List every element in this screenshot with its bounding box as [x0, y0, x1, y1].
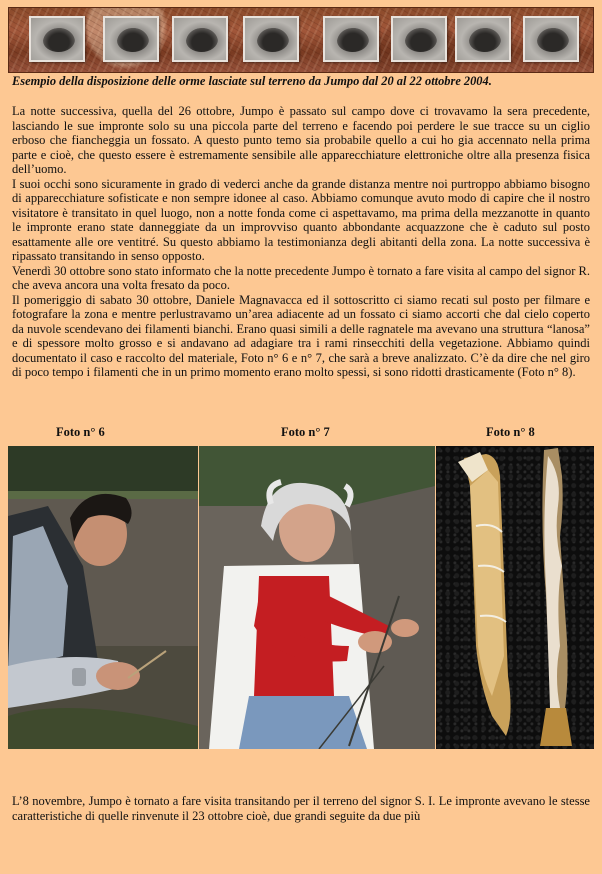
footprint-thumbnail	[391, 16, 447, 62]
photo-8	[436, 446, 594, 749]
footprint-thumbnail	[455, 16, 511, 62]
paragraph: Venerdì 30 ottobre sono stato informato che la notte precedente Jumpo è tornato a fare visita al campo del signor R. che aveva ancora una volta fresato da poco.	[12, 263, 590, 292]
footprint-thumbnail	[323, 16, 379, 62]
photo-labels	[0, 425, 602, 443]
footprint-thumbnail	[172, 16, 228, 62]
paragraph: Il pomeriggio di sabato 30 ottobre, Daniele Magnavacca ed il sottoscritto ci siamo recati sul posto per filmare e fotografare la zona e mentre perlustravamo un’area adiacente ad un fossato ci siamo accorti che dal cielo coperto da nuvole scendevano dei filamenti bianchi. Erano quasi simili a delle ragnatele ma avevano una struttura “lanosa” e di spessore molto grosso e si andavano ad adagiare tra i rami rinsecchiti della vegetazione. Abbiamo quindi documentato il caso e raccolto del materiale, Foto n° 6 e n° 7, che sarà a breve analizzato. C’è da dire che nel giro di poco tempo i filamenti che in un primo momento erano molto spessi, si sono ridotti drasticamente (Foto n° 8).	[12, 292, 590, 379]
footer-paragraph: L’8 novembre, Jumpo è tornato a fare visita transitando per il terreno del signor S. I. Le impronte avevano le stesse caratteristiche di quelle rinvenute il 23 ottobre cioè, due grandi seguite da due più	[12, 794, 590, 823]
photo-8-label: Foto n° 8	[486, 425, 535, 439]
footprint-thumbnail	[523, 16, 579, 62]
photo-7	[199, 446, 435, 749]
article-body	[12, 104, 590, 380]
banner-caption: Esempio della disposizione delle orme lasciate sul terreno da Jumpo dal 20 al 22 ottobre 2004.	[12, 74, 492, 88]
paragraph: La notte successiva, quella del 26 ottobre, Jumpo è passato sul campo dove ci trovavamo la sera precedente, lasciando le sue impronte solo su una piccola parte del terreno e facendo poi perdere le sue tracce su un ciglio erboso che fiancheggia un fossato. A questo punto temo sia probabile quello a cui ho gia accennato nella prima parte e cioè, che questo essere è estremamente sensibile alle apparecchiature elettroniche oltre alla presenza fisica dell’uomo.	[12, 104, 590, 176]
photo-6	[8, 446, 198, 749]
photo-7-label: Foto n° 7	[281, 425, 330, 439]
paragraph: I suoi occhi sono sicuramente in grado di vederci anche da grande distanza mentre noi purtroppo abbiamo bisogno di apparecchiature sofisticate e non sempre idonee al caso. Abbiamo comunque avuto modo di capire che il nostro visitatore è transitato in quel luogo, non a notte fonda come ci aspettavamo, ma prima della mezzanotte in quanto le impronte erano state danneggiate da un improvviso quanto abbondante acquazzone che è caduto sul posto esattamente alle ore ventitré. Su questo abbiamo la testimonianza degli abitanti della zona. La notte successiva è ripassato transitando in senso opposto.	[12, 176, 590, 263]
footprint-thumbnail	[103, 16, 159, 62]
footprint-thumbnail	[29, 16, 85, 62]
photo-6-label: Foto n° 6	[56, 425, 105, 439]
footprint-thumbnail	[243, 16, 299, 62]
footprint-banner	[8, 7, 594, 73]
